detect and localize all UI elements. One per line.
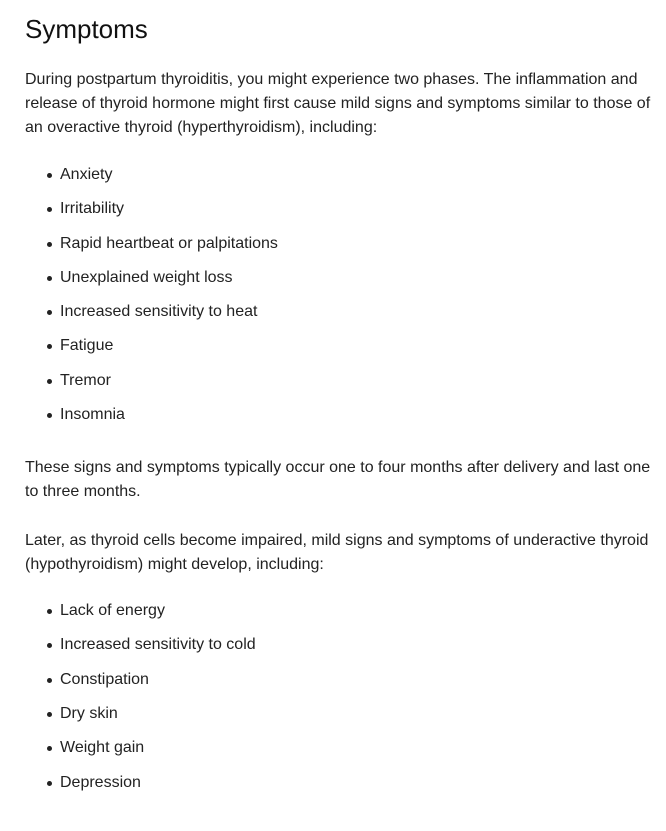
list-item: [47, 668, 654, 692]
list-item-label: Depression: [60, 773, 141, 791]
bullet-icon: [47, 678, 52, 683]
list-item-label: Increased sensitivity to cold: [60, 636, 256, 654]
list-item: [47, 403, 654, 427]
list-item: [47, 633, 654, 657]
list-item: [47, 599, 654, 623]
list-item-label: Anxiety: [60, 166, 113, 183]
list-item-label: Lack of energy: [60, 602, 165, 620]
list-item-label: Insomnia: [60, 406, 125, 424]
bullet-icon: [47, 643, 52, 648]
bullet-icon: [47, 609, 52, 614]
list-item-label: Constipation: [60, 670, 149, 688]
list-item: [47, 771, 654, 795]
list-item-label: Dry skin: [60, 704, 118, 722]
bullet-icon: [47, 712, 52, 717]
bullet-icon: [47, 242, 52, 247]
list-item: [47, 163, 654, 187]
list-item-label: Weight gain: [60, 739, 145, 757]
intro-paragraph: During postpartum thyroiditis, you might experience two phases. The inflammation and release of thyroid hormone might first cause mild signs and symptoms similar to those of an overactive thyroid (hyperthyroidism), including:: [25, 71, 651, 136]
hyperthyroid-symptom-list: [25, 163, 654, 427]
list-item-label: Rapid heartbeat or palpitations: [60, 234, 278, 252]
list-item-label: Tremor: [60, 371, 111, 389]
list-item: [47, 197, 654, 221]
section-heading: Symptoms: [25, 14, 148, 44]
list-item: [47, 369, 654, 393]
bullet-icon: [47, 781, 52, 786]
list-item: [47, 334, 654, 358]
timing-paragraph: These signs and symptoms typically occur one to four months after delivery and last one to three months.: [25, 459, 651, 501]
list-item-label: Irritability: [60, 200, 125, 218]
bullet-icon: [47, 310, 52, 315]
bullet-icon: [47, 379, 52, 384]
bullet-icon: [47, 746, 52, 751]
list-item-label: Fatigue: [60, 337, 114, 355]
list-item: [47, 702, 654, 726]
hypothyroid-symptom-list: [25, 599, 654, 794]
list-item-label: Increased sensitivity to heat: [60, 303, 258, 321]
bullet-icon: [47, 276, 52, 281]
bullet-icon: [47, 173, 52, 178]
list-item: [47, 232, 654, 256]
list-item-label: Unexplained weight loss: [60, 268, 233, 286]
bullet-icon: [47, 344, 52, 349]
list-item: [47, 266, 654, 290]
later-phase-paragraph: Later, as thyroid cells become impaired, mild signs and symptoms of underactive thyroid (hypothyroidism) might develop, including:: [25, 532, 649, 574]
bullet-icon: [47, 207, 52, 212]
bullet-icon: [47, 413, 52, 418]
list-item: [47, 736, 654, 760]
list-item: [47, 300, 654, 324]
